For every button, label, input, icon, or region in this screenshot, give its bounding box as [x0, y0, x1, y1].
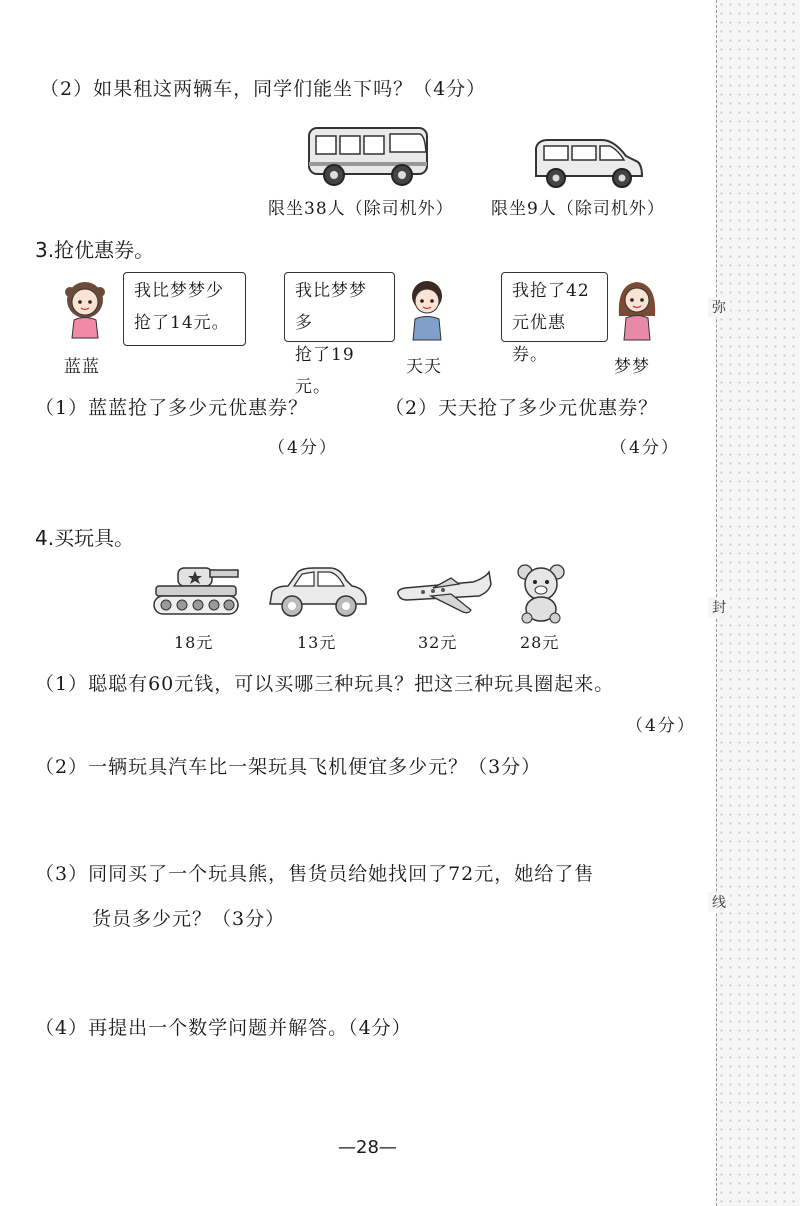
page-number: —28—: [338, 1137, 397, 1158]
bear-toy-icon: [515, 562, 567, 622]
section-4-heading: 买玩具。: [54, 526, 135, 550]
van-capacity-caption: 限坐9人（除司机外）: [491, 199, 665, 219]
tiantian-line1: 我比梦梦多: [295, 281, 367, 333]
question-3-1-points: （4分）: [268, 438, 338, 458]
section-4-number: 4.: [35, 526, 55, 550]
mengmeng-line2: 元优惠券。: [512, 313, 566, 365]
tiantian-boy-icon: [404, 278, 450, 344]
airplane-toy-icon: [393, 568, 493, 618]
section-3-title: [35, 234, 154, 263]
question-4-2: （2）一辆玩具汽车比一架玩具飞机便宜多少元？（3分）: [35, 756, 542, 778]
airplane-price: 32元: [418, 633, 458, 652]
tiantian-line2: 抢了19元。: [295, 345, 355, 397]
bear-price: 28元: [520, 633, 560, 652]
bus-capacity-caption: 限坐38人（除司机外）: [268, 199, 454, 219]
lanlan-girl-icon: [62, 278, 108, 344]
seal-char-mi: 弥: [708, 297, 730, 317]
seal-char-xian: 线: [708, 892, 730, 912]
question-4-3-line1: （3）同同买了一个玩具熊，售货员给她找回了72元，她给了售: [35, 863, 595, 885]
question-4-3-line2: 货员多少元？（3分）: [92, 908, 286, 930]
question-3-2: （2）天天抢了多少元优惠券？: [385, 397, 659, 419]
question-4-1: （1）聪聪有60元钱，可以买哪三种玩具？把这三种玩具圈起来。: [35, 673, 615, 695]
lanlan-name: 蓝蓝: [64, 357, 100, 377]
tank-toy-icon: [150, 558, 242, 618]
mengmeng-line1: 我抢了42: [512, 281, 590, 301]
question-4-4: （4）再提出一个数学问题并解答。（4分）: [35, 1017, 412, 1039]
question-4-1-points: （4分）: [626, 716, 696, 736]
bus-icon: [306, 122, 432, 190]
van-icon: [530, 136, 646, 192]
lanlan-line2: 抢了14元。: [134, 313, 230, 333]
question-3-2-points: （4分）: [610, 438, 680, 458]
mengmeng-girl-icon: [614, 276, 660, 344]
question-2-2: （2）如果租这两辆车，同学们能坐下吗？（4分）: [40, 78, 487, 100]
lanlan-speech-bubble: [123, 272, 246, 346]
section-3-number: 3.: [35, 238, 55, 262]
tiantian-speech-bubble: [284, 272, 395, 397]
section-4-title: [35, 522, 134, 551]
section-3-heading: 抢优惠券。: [54, 238, 155, 262]
mengmeng-name: 梦梦: [614, 357, 650, 377]
mengmeng-speech-bubble: [501, 272, 608, 365]
car-toy-icon: [266, 564, 370, 620]
seal-char-feng: 封: [708, 597, 730, 617]
tiantian-name: 天天: [406, 357, 442, 377]
lanlan-line1: 我比梦梦少: [134, 281, 224, 301]
tank-price: 18元: [174, 633, 214, 652]
car-price: 13元: [297, 633, 337, 652]
question-3-1: （1）蓝蓝抢了多少元优惠券？: [35, 397, 309, 419]
